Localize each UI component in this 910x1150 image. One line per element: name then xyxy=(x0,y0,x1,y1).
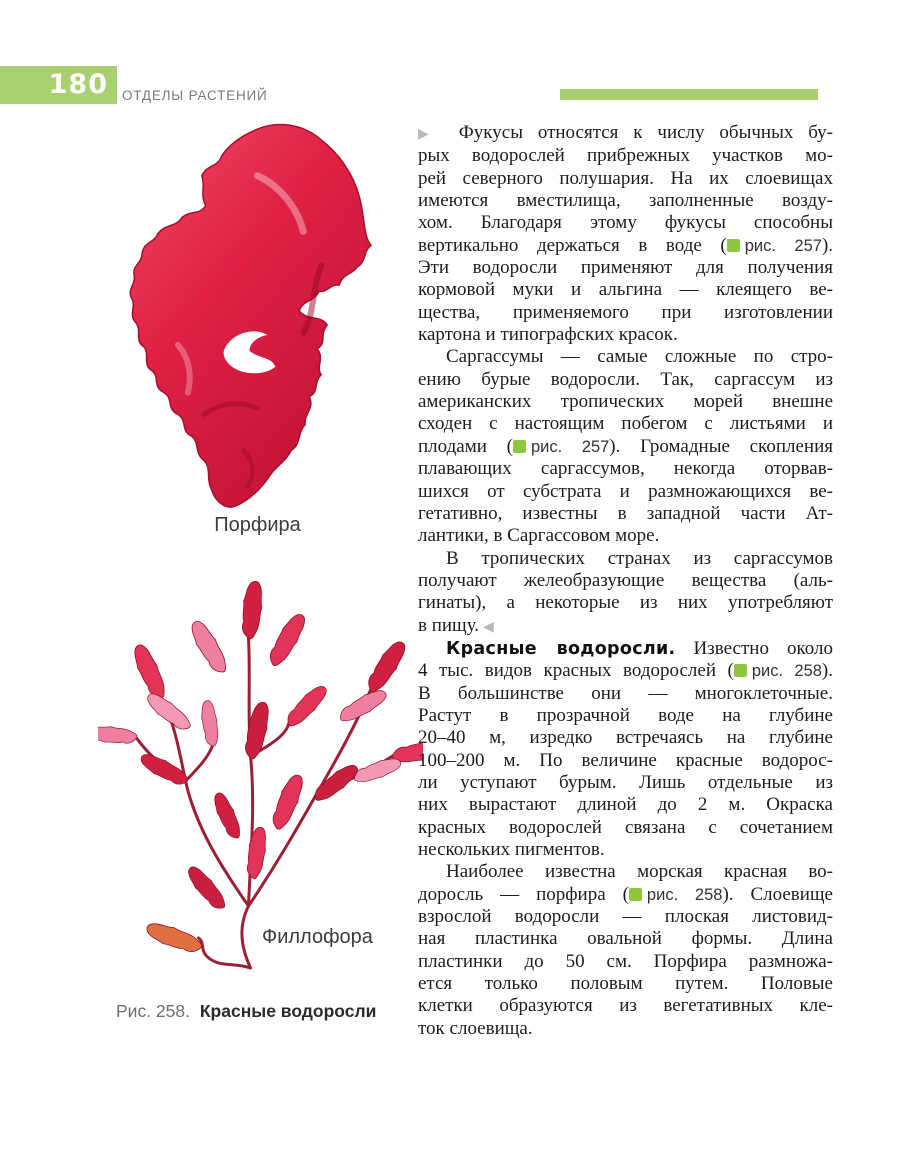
text-line: гинаты), а некоторые из них употребляют xyxy=(418,592,833,614)
text-line: них вырастают длиной до 2 м. Окраска xyxy=(418,794,833,816)
figure-caption-number: Рис. 258. xyxy=(116,1001,190,1021)
text-line: хом. Благодаря этому фукусы способны xyxy=(418,212,833,234)
text-line: получают желеобразующие вещества (аль- xyxy=(418,569,833,591)
text-line: лантики, в Саргассовом море. xyxy=(418,525,660,547)
phyllophora-illustration xyxy=(98,576,423,976)
text-line: пластинки до 50 см. Порфира размножа- xyxy=(418,950,833,972)
text-line: вертикально держаться в воде ( рис. 257). xyxy=(418,234,834,256)
text-line: В тропических странах из саргассумов xyxy=(446,547,833,569)
text-line: щества, применяемого при изготовлении xyxy=(418,301,833,323)
text-line: ▶ Фукусы относятся к числу обычных бу- xyxy=(418,122,833,143)
text-line: 4 тыс. видов красных водорослей ( рис. 258). xyxy=(418,660,833,682)
text-line: ная пластинка овальной формы. Длина xyxy=(418,928,833,950)
text-line: рей северного полушария. На их слоевищах xyxy=(418,167,833,189)
paragraph-end-icon: ◀ xyxy=(483,618,494,635)
figure-marker-icon xyxy=(727,239,740,252)
figure-reference: рис. 258 xyxy=(629,886,723,904)
text-line: Саргассумы — самые сложные по стро- xyxy=(446,346,833,368)
text-line: ется только половым путем. Половые xyxy=(418,973,833,995)
figure-reference: рис. 257 xyxy=(727,237,822,255)
porphyra-illustration xyxy=(105,116,410,514)
figure-marker-icon xyxy=(513,440,526,453)
text-line: красных водорослей связана с сочетанием xyxy=(418,816,833,838)
text-line: ли уступают бурым. Лишь отдельные из xyxy=(418,771,833,793)
text-line: клетки образуются из вегетативных кле- xyxy=(418,995,833,1017)
text-line: гетативно, известны в западной части Ат- xyxy=(418,502,833,524)
section-header: ОТДЕЛЫ РАСТЕНИЙ xyxy=(122,88,268,103)
text-line: ению бурые водоросли. Так, саргассум из xyxy=(418,368,833,390)
figure-reference: рис. 257 xyxy=(513,438,609,456)
page-number-tab xyxy=(0,66,117,104)
text-line: доросль — порфира ( рис. 258). Слоевище xyxy=(418,883,833,905)
phyllophora-label: Филлофора xyxy=(262,926,373,948)
text-line: американских тропических морей внешне xyxy=(418,391,833,413)
text-line: сходен с настоящим побегом с листьями и xyxy=(418,413,833,435)
text-line: Эти водоросли применяют для получения xyxy=(418,257,833,279)
text-line: имеются вместилища, заполненные возду- xyxy=(418,190,833,212)
text-line: 20–40 м, изредко встречаясь на глубине xyxy=(418,727,833,749)
text-line: Красные водоросли. Известно около xyxy=(446,637,833,659)
text-line: шихся от субстрата и размножающихся ве- xyxy=(418,480,833,502)
body-column xyxy=(418,122,833,1040)
text-line: Наиболее известна морская красная во- xyxy=(446,861,833,883)
bold-lead-in: Красные водоросли. xyxy=(446,638,676,659)
text-line: плодами ( рис. 257). Громадные скопления xyxy=(418,435,833,457)
paragraph-start-icon: ▶ xyxy=(418,126,439,142)
text-line: рых водорослей прибрежных участков мо- xyxy=(418,145,833,167)
figure-marker-icon xyxy=(734,664,747,677)
text-line: в пищу. ◀ xyxy=(418,614,494,636)
text-line: ток слоевища. xyxy=(418,1017,533,1039)
text-line: 100–200 м. По величине красные водорос- xyxy=(418,749,833,771)
text-line: плавающих саргассумов, некогда оторвав- xyxy=(418,458,833,480)
text-line: кормовой муки и альгина — клеящего ве- xyxy=(418,279,833,301)
text-line: взрослой водоросли — плоская листовид- xyxy=(418,906,833,928)
page-number: 180 xyxy=(48,69,108,100)
header-accent-bar xyxy=(560,89,818,100)
figure-caption xyxy=(116,1001,376,1022)
porphyra-label: Порфира xyxy=(214,514,301,536)
figure-reference: рис. 258 xyxy=(734,662,822,680)
figure-marker-icon xyxy=(629,888,642,901)
text-line: нескольких пигментов. xyxy=(418,839,605,860)
text-line: Растут в прозрачной воде на глубине xyxy=(418,704,833,726)
text-line: В большинстве они — многоклеточные. xyxy=(418,682,833,704)
figure-caption-title: Красные водоросли xyxy=(199,1001,377,1021)
text-line: картона и типографских красок. xyxy=(418,324,678,346)
